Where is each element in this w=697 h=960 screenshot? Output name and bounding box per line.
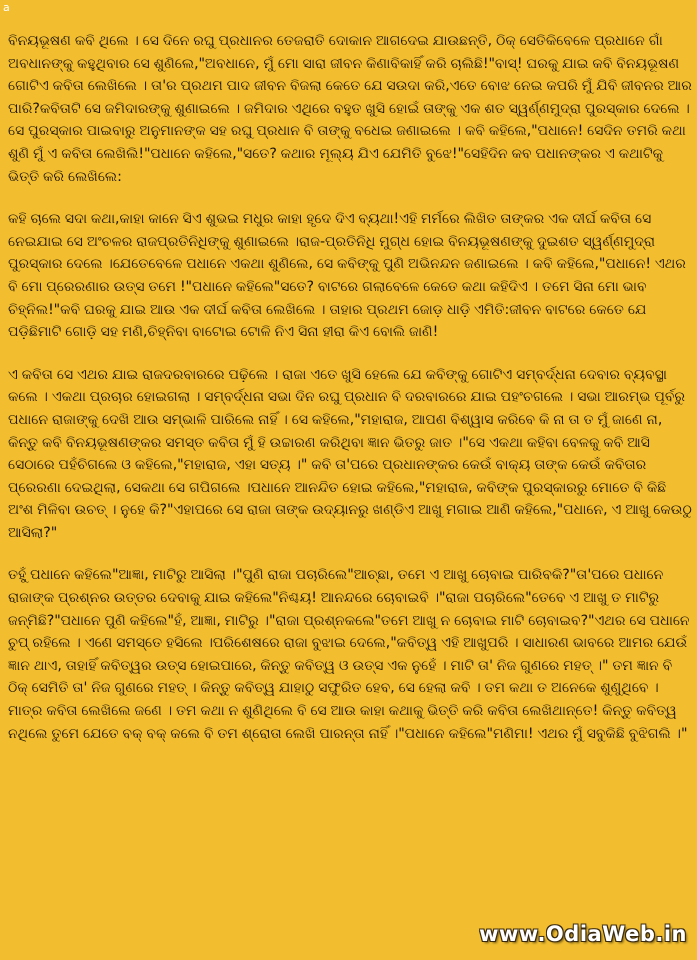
corner-mark: a — [3, 1, 10, 14]
paragraph-gap — [8, 188, 692, 208]
paragraph-2: କହି ଚାଲେ ସଦା କଥା,କାହା କାନେ ସିଏ ଶୁଭଇ ମଧୁର କାହା ହୃଦେ ଦିଏ ବ୍ୟଥା!ଏହି ମର୍ମରେ ଲିଖିତ ତାଙ୍କର ଏକ ଦୀର୍ଘ କବିତା ସେ ନେଇଯାଇ ସେ ଅଂଚଳର ରାଜପ୍ରତିନିଧିଙ୍କୁ ଶୁଣାଇଲେ ।ରାଜ-ପ୍ରତିନିଧି ମୁଗ୍ଧ ହୋଇ ବିନୟଭୂଷଣଙ୍କୁ ଦୁଇଶତ ସ୍ୱର୍ଣ୍ଣମୁଦ୍ରା ପୁରସ୍କାର ଦେଲେ ।ଯେତେବେଳେ ପଧାନେ ଏକଥା ଶୁଣିଲେ, ସେ କବିଙ୍କୁ ପୁଣି ଅଭିନନ୍ଦନ ଜଣାଇଲେ । କବି କହିଲେ,"ପଧାନେ! ଏଥର ବି ମୋ ପ୍ରେରଣାର ଉତ୍ସ ତମେ !"ପଧାନେ କହିଲେ"ସତେ? ବାଟରେ ଗଲାବେଳେ କେତେ କଥା କହିଦିଏ । ତମେ ସିନା ମୋ ଭାବ ଚିହ୍ନିଲ!"କବି ଘରକୁ ଯାଇ ଆଉ ଏକ ଦୀର୍ଘ କବିତା ଲେଖିଲେ । ତାହାର ପ୍ରଥମ ଜୋଡ଼ ଧାଡ଼ି ଏମିତି:ଜୀବନ ବାଟରେ କେତେ ଯେ ପଡ଼ିଛିମାଟି ଗୋଡ଼ି ସହ ମଣି,ଚିହ୍ନିବା ବାଟୋଇ ଟୋଳି ନିଏ ସିନା ହୀରା କିଏ ବୋଲି ଜାଣି! — [8, 211, 686, 341]
paragraph-1: ବିନୟଭୂଷଣ କବି ଥିଲେ । ସେ ଦିନେ ରଘୁ ପ୍ରଧାନର ତେଜରାତି ଦୋକାନ ଆଗଦେଇ ଯାଉଛନ୍ତି, ଠିକ୍ ସେତିକିବେଳେ ପ୍ରଧାନେ ଗାଁ ଅବଧାନଙ୍କୁ କହୁଥିବାର ସେ ଶୁଣିଲେ,"ଅବଧାନେ, ମୁଁ ମୋ ସାରା ଜୀବନ କିଣାବିକାହିଁ କରି ଚାଲିଛି!"ବାସ୍! ଘରକୁ ଯାଇ କବି ବିନୟଭୂଷଣ ଗୋଟିଏ କବିତା ଲେଖିଲେ । ତା'ର ପ୍ରଥମ ପାଦ ଜୀବନ ବିଜଲା କେତେ ଯେ ସଉଦା କରି,ଏତେ ବୋଝ ନେଇ କପରି ମୁଁ ଯିବି ଜୀବନର ଆର ପାରି?କବିତାଟି ସେ ଜମିଦାରଙ୍କୁ ଶୁଣାଇଲେ । ଜମିଦାର ଏଥିରେ ବହୁତ ଖୁସି ହୋଇଁ ତାଙ୍କୁ ଏକ ଶତ ସ୍ୱର୍ଣ୍ଣମୁଦ୍ରା ପୁରସ୍କାର ଦେଲେ । ସେ ପୁରସ୍କାର ପାଇବାରୁ ଅନୁମାନଙ୍କ ସହ ରଘୁ ପ୍ରଧାନ ବି ତାଙ୍କୁ ବଧେଇ ଜଣାଇଲେ । କବି କହିଲେ,"ପଧାନେ! ସେଦିନ ତମରି କଥା ଶୁଣି ମୁଁ ଏ କବିତା ଲେଖିଲି!"ପଧାନେ କହିଲେ,"ସତେ? କଥାର ମୂଲ୍ୟ ଯିଏ ଯେମିତି ବୁଝେ!"ସେହିଦିନ କବ ପଧାନଙ୍କର ଏ କଥାଟିକୁ ଭିତ୍ତି କରି ଲେଖିଲେ: — [8, 33, 692, 185]
paragraph-3: ଏ କବିତା ସେ ଏଥର ଯାଇ ରାଜଦରବାରରେ ପଢ଼ିଲେ । ରାଜା ଏତେ ଖୁସି ହେଲେ ଯେ କବିଙ୍କୁ ଗୋଟିଏ ସମ୍ବର୍ଦ୍ଧନା ଦେବାର ବ୍ୟବସ୍ଥା କଲେ । ଏକଥା ପ୍ରଚାର ହୋଇଗଲା । ସମ୍ବର୍ଦ୍ଧନା ସଭା ଦିନ ରଘୁ ପ୍ରଧାନ ବି ଦରବାରରେ ଯାଇ ପହଂଚଗଲେ । ସଭା ଆରମ୍ଭ ପୂର୍ବରୁ ପଧାନେ ରାଜାଙ୍କୁ ଦେଖି ଆଉ ସମ୍ଭାଳି ପାରିଲେ ନାହିଁ । ସେ କହିଲେ,"ମହାରାଜ, ଆପଣ ବିଶ୍ୱାସ କରିବେ କି ନା ତା ତ ମୁଁ ଜାଣେ ନା, କିନ୍ତୁ କବି ବିନୟଭୂଷଣଙ୍କର ସମସ୍ତ କବିତା ମୁଁ ହି ଉଚ୍ଚାରଣ କରିଥିବା ଜ୍ଞାନ ଭିତରୁ ଜାତ ।"ସେ ଏକଥା କହିବା ବେଳକୁ କବି ଆସି ସେଠାରେ ପହଁଚିଗଲେ ଓ କହିଲେ,"ମହାରାଜ, ଏହା ସତ୍ୟ ।" କବି ତା'ପରେ ପ୍ରଧାନଙ୍କର କେଉଁ ବାକ୍ୟ ତାଙ୍କ କେଉଁ କବିତାର ପ୍ରେରଣା ଦେଇଥିଲା, ସେକଥା ସେ ଗପିଗଲେ ।ପଧାନେ ଆନନ୍ଦିତ ହୋଇ କହିଲେ,"ମହାରାଜ, କବିଙ୍କ ପୁରସ୍କାରରୁ ମୋତେ ବି କିଛି ଅଂଶ ମିଳିବା ଉଚତ୍ । ନୁହେ କି?"ଏହାପରେ ସେ ରାଜା ତାଙ୍କ ଉଦ୍ୟାନରୁ ଖଣ୍ଡିଏ ଆଖୁ ମଗାଇ ଆଣି କହିଲେ,"ପଧାନେ, ଏ ଆଖୁ କେଉଠୁ ଆସିଲା?" — [8, 366, 692, 541]
paragraph-4: ତହୁଁ ପଧାନେ କହିଲେ"ଆଜ୍ଞା, ମାଟିରୁ ଆସିଲା ।"ପୁଣି ରାଜା ପଚାରିଲେ"ଆଚ୍ଛା, ତମେ ଏ ଆଖୁ ଚୋବାଇ ପାରିବକି?"ତା'ପରେ ପଧାନେ ରାଜାଙ୍କ ପ୍ରଶ୍ନର ଉତ୍ତର ଦେବାକୁ ଯାଇ କହିଲେ"ନିଶ୍ଚୟ! ଆନନ୍ଦରେ ଚୋବାଇବି ।"ରାଜା ପଚାରିଲେ"ତେବେ ଏ ଆଖୁ ତ ମାଟିରୁ ଜନ୍ମିଛି?"ପଧାନେ ପୁଣି କହିଲେ"ହଁ, ଆଜ୍ଞା, ମାଟିରୁ ।"ରାଜା ପ୍ରଶ୍ନକଲେ"ତମେ ଆଖୁ ନ ଚୋବାଇ ମାଟି ଚୋବାଇବ?"ଏଥର ସେ ପଧାନେ ଚୁପ୍ ରହିଲେ । ଏଣେ ସମସ୍ତେ ହସିଲେ ।ପରିଶେଷରେ ରାଜା ବୁଝାଇ ଦେଲେ,"କବିତ୍ୱ ଏହି ଆଖୁପରି । ସାଧାରଣ ଭାବରେ ଆମର ଯେଉଁ ଜ୍ଞାନ ଥାଏ, ତାହାହିଁ କବିତ୍ୱର ଉତ୍ସ ହୋଇପାରେ, କିନ୍ତୁ କବିତ୍ୱ ଓ ଉତ୍ସ ଏକ ନୁହେଁ । ମାଟି ତା' ନିଜ ଗୁଣରେ ମହତ୍ ।" ତମ ଜ୍ଞାନ ବି ଠିକ୍ ସେମିତି ତା' ନିଜ ଗୁଣରେ ମହତ୍ । କିନ୍ତୁ କବିତ୍ୱ ଯାହାଠୁ ସଫୁରିତ ହେବ, ସେ ହେଲା କବି । ତମ କଥା ତ ଅନେକେ ଶୁଣୁଥିବେ । ମାତ୍ର କବିତା ଲେଖିଲେ ଜଣେ । ତମ କଥା ନ ଶୁଣିଥିଲେ ବି ସେ ଆଉ କାହା କଥାକୁ ଭିତ୍ତି କରି କବିତା ଲେଖିଥାନ୍ତେ! କିନ୍ତୁ କବିତ୍ୱ ନଥିଲେ ତୁମେ ଯେତେ ବକ୍ ବକ୍ କଲେ ବି ତମ ଶ୍ରୋତା ଲେଖି ପାରନ୍ତା ନାହିଁ ।"ପଧାନେ କହିଲେ"ମଣିମା! ଏଥର ମୁଁ ସବୁକିଛି ବୁଝିଗଲି ।" — [8, 567, 690, 742]
paragraph-gap — [8, 544, 692, 564]
story-body — [8, 30, 692, 745]
site-watermark: www.OdiaWeb.in — [479, 922, 687, 946]
paragraph-gap — [8, 344, 692, 364]
